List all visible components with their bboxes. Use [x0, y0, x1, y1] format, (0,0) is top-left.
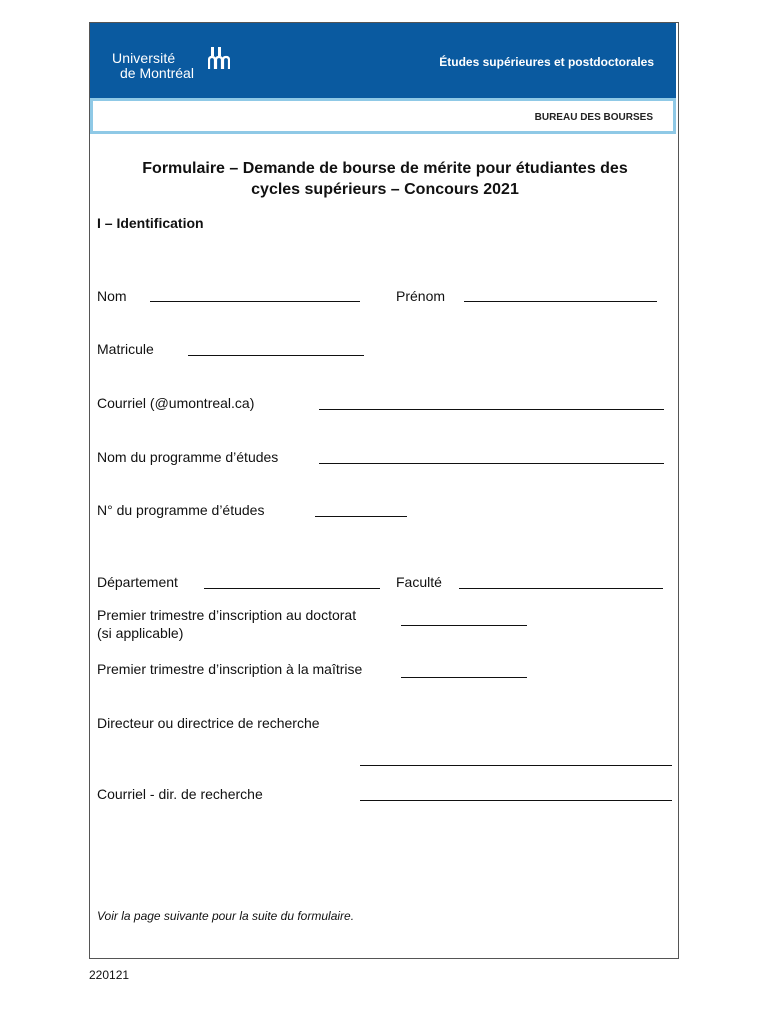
university-logo	[112, 51, 194, 81]
logo-line1: Université	[112, 50, 176, 66]
departement-label: Département	[97, 574, 178, 590]
trimestre-maitrise-label: Premier trimestre d’inscription à la maîtrise	[97, 661, 363, 677]
section-title: I – Identification	[97, 215, 204, 231]
office-title: BUREAU DES BOURSES	[534, 112, 653, 123]
logo-line2: de Montréal	[120, 65, 194, 81]
prenom-label: Prénom	[396, 288, 446, 304]
trimestre-doctorat-field[interactable]	[401, 625, 527, 626]
courriel-label: Courriel (@umontreal.ca)	[97, 395, 255, 411]
trimestre-doctorat-note: (si applicable)	[97, 625, 184, 641]
courriel-directeur-field[interactable]	[360, 800, 672, 801]
form-title-line1: Formulaire – Demande de bourse de mérite pour étudiantes des	[142, 160, 628, 177]
courriel-directeur-label: Courriel - dir. de recherche	[97, 786, 263, 802]
directeur-field[interactable]	[360, 765, 672, 766]
continuation-note: Voir la page suivante pour la suite du formulaire.	[97, 909, 355, 923]
departement-field[interactable]	[204, 588, 380, 589]
form-title	[110, 158, 660, 200]
header-banner	[90, 23, 676, 98]
programme-no-label: N° du programme d’études	[97, 502, 265, 518]
faculte-field[interactable]	[459, 588, 663, 589]
prenom-field[interactable]	[464, 301, 657, 302]
faculte-label: Faculté	[396, 574, 442, 590]
document-code: 220121	[89, 968, 130, 982]
trimestre-maitrise-field[interactable]	[401, 677, 527, 678]
programme-no-field[interactable]	[315, 516, 407, 517]
nom-field[interactable]	[150, 301, 360, 302]
form-title-line2: cycles supérieurs – Concours 2021	[251, 181, 519, 198]
directeur-label: Directeur ou directrice de recherche	[97, 715, 320, 731]
office-banner	[90, 98, 676, 134]
nom-label: Nom	[97, 288, 127, 304]
courriel-field[interactable]	[319, 409, 664, 410]
matricule-field[interactable]	[188, 355, 364, 356]
programme-nom-label: Nom du programme d’études	[97, 449, 279, 465]
department-title: Études supérieures et postdoctorales	[439, 55, 654, 69]
matricule-label: Matricule	[97, 341, 154, 357]
university-emblem-icon	[208, 47, 230, 69]
programme-nom-field[interactable]	[319, 463, 664, 464]
trimestre-doctorat-label: Premier trimestre d’inscription au doctorat	[97, 607, 357, 623]
